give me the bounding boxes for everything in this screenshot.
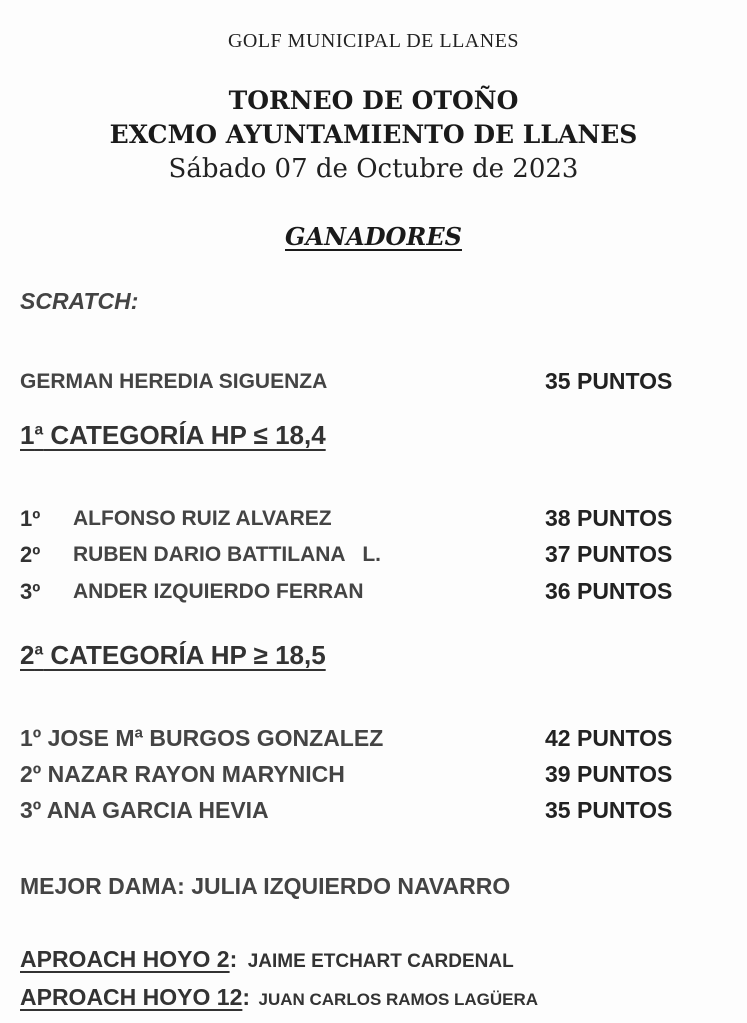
category-1-title: CATEGORÍA HP ≤ 18,4 xyxy=(43,420,326,450)
category-2-points: 35 PUNTOS xyxy=(545,797,673,823)
category-1-position: 3º xyxy=(20,579,41,604)
sponsor-title: EXCMO AYUNTAMIENTO DE LLANES xyxy=(109,120,638,149)
category-2-name: NAZAR RAYON MARYNICH xyxy=(47,761,345,787)
approach-row xyxy=(20,946,514,973)
scratch-winner-name: GERMAN HEREDIA SIGUENZA xyxy=(20,370,328,393)
category-1-points: 38 PUNTOS xyxy=(545,505,673,531)
category-2-number: 2 xyxy=(20,640,35,670)
category-1-position: 2º xyxy=(20,542,41,567)
approach-row xyxy=(20,984,538,1011)
event-date: Sábado 07 de Octubre de 2023 xyxy=(168,154,579,184)
best-lady-name: JULIA IZQUIERDO NAVARRO xyxy=(191,873,511,899)
category-1-position: 1º xyxy=(20,506,41,531)
approach-separator: : xyxy=(242,984,251,1010)
tournament-title: TORNEO DE OTOÑO xyxy=(228,86,519,115)
category-1-ordinal: a xyxy=(34,421,44,439)
category-1-name: ALFONSO RUIZ ALVAREZ xyxy=(73,507,332,530)
scratch-label: SCRATCH: xyxy=(20,288,139,314)
category-1-number: 1 xyxy=(20,420,35,450)
category-2-row xyxy=(20,797,269,824)
best-lady-row xyxy=(20,873,510,900)
category-2-title: CATEGORÍA HP ≥ 18,5 xyxy=(43,640,326,670)
category-2-position: 3º xyxy=(20,797,42,823)
category-2-points: 39 PUNTOS xyxy=(545,761,673,787)
category-2-name: ANA GARCIA HEVIA xyxy=(46,797,269,823)
category-2-row xyxy=(20,761,345,788)
category-2-row xyxy=(20,725,383,752)
approach-label: APROACH HOYO 12 xyxy=(20,984,243,1010)
approach-winner: JAIME ETCHART CARDENAL xyxy=(247,951,514,972)
category-2-position: 1º xyxy=(20,725,42,751)
category-2-position: 2º xyxy=(20,761,42,787)
category-1-points: 37 PUNTOS xyxy=(545,541,673,567)
approach-separator: : xyxy=(229,946,238,972)
category-1-heading xyxy=(20,420,326,451)
category-1-name: RUBEN DARIO BATTILANA L. xyxy=(73,543,381,566)
category-2-name: JOSE Mª BURGOS GONZALEZ xyxy=(47,725,384,751)
winners-heading: GANADORES xyxy=(285,222,462,251)
approach-label: APROACH HOYO 2 xyxy=(20,946,230,972)
category-2-ordinal: a xyxy=(34,641,44,659)
category-1-name: ANDER IZQUIERDO FERRAN xyxy=(73,580,364,603)
category-1-points: 36 PUNTOS xyxy=(545,578,673,604)
club-name: GOLF MUNICIPAL DE LLANES xyxy=(227,30,520,52)
best-lady-label: MEJOR DAMA: xyxy=(20,873,185,899)
category-2-points: 42 PUNTOS xyxy=(545,725,673,751)
scratch-winner-points: 35 PUNTOS xyxy=(545,368,673,394)
approach-winner: JUAN CARLOS RAMOS LAGÜERA xyxy=(258,990,539,1009)
category-2-heading xyxy=(20,640,326,671)
